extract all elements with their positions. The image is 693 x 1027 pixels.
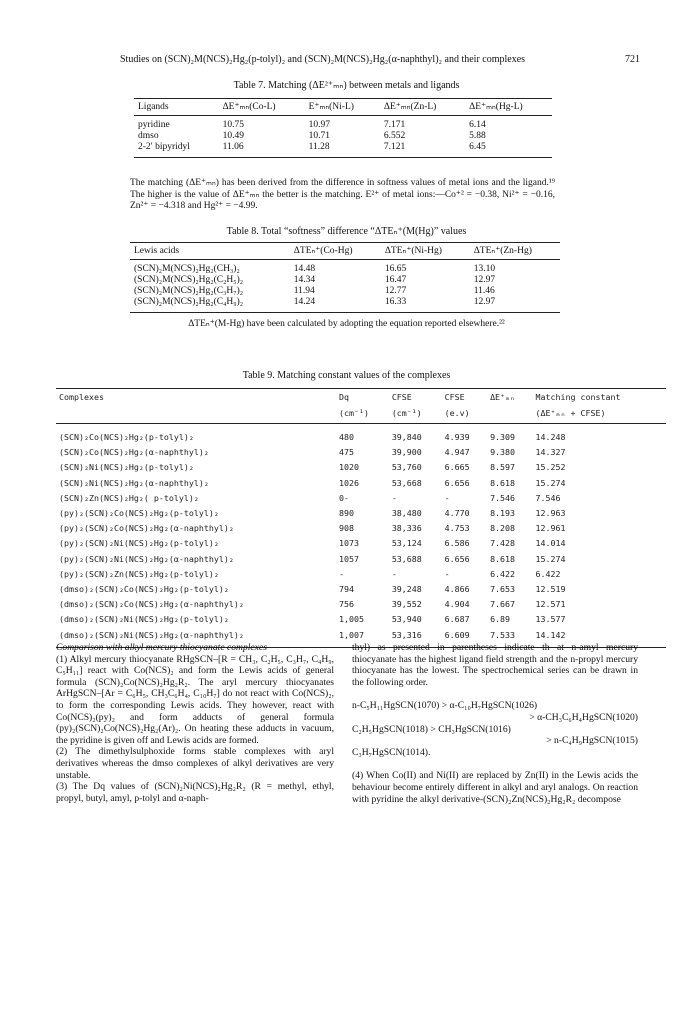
complex-name: (SCN)₂Co(NCS)₂Hg₂(α-naphthyl)₂ [59, 447, 209, 458]
column-subheader [487, 405, 532, 424]
column-subheader: (cm⁻¹) [336, 405, 389, 424]
table-cell: 16.47 [384, 275, 407, 285]
column-header: Lewis acids [130, 243, 290, 260]
table-row [130, 297, 560, 313]
table-cell: 12.77 [384, 286, 407, 296]
table-cell: 890 [339, 508, 355, 519]
table-cell: 53,760 [391, 462, 422, 473]
complex-name: (dmso)₂(SCN)₂Ni(NCS)₂Hg₂(p-tolyl)₂ [59, 614, 229, 625]
table-cell: 7.121 [380, 142, 465, 158]
table-cell: 7.667 [490, 599, 516, 610]
table-cell: 11.94 [293, 286, 315, 296]
column-header: ΔE⁺ₘₙ(Zn-L) [380, 99, 465, 116]
table-cell: 4.866 [444, 584, 470, 595]
table-cell: 38,480 [391, 508, 422, 519]
table-cell: 39,248 [391, 584, 422, 595]
table-cell: 4.939 [444, 432, 470, 442]
table-cell: 1073 [339, 538, 359, 549]
table-row [130, 260, 560, 276]
table8-caption: Table 8. Total “softness” difference “ΔTEₙ⁺(M(Hg)” values [226, 226, 467, 237]
series-line: > n-C₄H₉HgSCN(1015) [546, 735, 638, 747]
table-row [56, 536, 666, 551]
table-cell: 8.618 [490, 477, 516, 488]
table-cell: 9.380 [490, 447, 516, 458]
table-cell: 1026 [339, 477, 359, 488]
table-cell: 10.49 [222, 131, 244, 141]
table7 [134, 98, 552, 158]
column-subheader: (e.v) [442, 405, 487, 424]
table-row [56, 460, 666, 475]
table-cell: 6.656 [444, 477, 470, 488]
complex-name: (py)₂(SCN)₂Ni(NCS)₂Hg₂(α-naphthyl)₂ [59, 553, 234, 564]
table-cell: 11.06 [219, 142, 305, 158]
complex-name: (dmso)₂(SCN)₂Ni(NCS)₂Hg₂(α-naphthyl)₂ [56, 628, 336, 648]
table-cell: 53,124 [391, 538, 422, 549]
table-cell: (SCN)₂M(NCS)₂Hg₂(C₃H₇)₂ [134, 286, 244, 296]
series-line: C₃H₇HgSCN(1014). [352, 746, 431, 758]
complex-name: (py)₂(SCN)₂Ni(NCS)₂Hg₂(p-tolyl)₂ [59, 538, 219, 549]
table-cell: 11.28 [305, 142, 380, 158]
table-cell: 6.586 [444, 538, 470, 549]
table-cell: 13.10 [473, 264, 496, 274]
table-cell: 15.274 [535, 553, 566, 564]
table-cell: 53,668 [391, 477, 422, 488]
table-cell: (SCN)₂M(NCS)₂Hg₂(C₂H₅)₂ [134, 275, 244, 285]
table-cell: - [339, 568, 345, 579]
table-cell: 39,900 [391, 447, 422, 458]
table-cell: 10.97 [308, 120, 330, 130]
column-header: ΔTEₙ⁺(Ni-Hg) [381, 243, 470, 260]
table-row [134, 142, 552, 158]
table-cell: 908 [339, 523, 355, 534]
section-heading: Comparison with alkyl mercury thiocyanate complexes [56, 642, 267, 653]
table-header-row [130, 243, 560, 260]
table-row [134, 116, 552, 132]
table-cell: 15.274 [535, 477, 566, 488]
table-cell: dmso [138, 131, 159, 141]
table-row [56, 552, 666, 567]
column-header: Matching constant [533, 389, 666, 406]
table-cell: 6.45 [465, 142, 552, 158]
table-row [56, 445, 666, 460]
table-cell: - [391, 568, 397, 579]
table-cell: 5.88 [469, 131, 486, 141]
complex-name: (SCN)₂Zn(NCS)₂Hg₂( p-tolyl)₂ [59, 492, 199, 503]
table-row [56, 582, 666, 597]
table-cell: 6.89 [490, 614, 511, 625]
table-header-row [134, 99, 552, 116]
table-row [56, 597, 666, 612]
table-cell: 14.48 [293, 264, 316, 274]
table8-note: ΔTEₙ⁺(M-Hg) have been calculated by adopting the equation reported elsewhere.²² [188, 319, 505, 329]
table-cell: 8.618 [490, 553, 516, 564]
table-row [56, 521, 666, 536]
table-row [56, 567, 666, 582]
table-cell: 6.656 [444, 553, 470, 564]
table-cell: 7.546 [490, 492, 516, 503]
paragraph: (1) Alkyl mercury thiocyanate RHgSCN–[R = CH₃, C₂H₅, C₃H₇, C₄H₉, C₅H₁₁] react with Co(NCS)₂ and form the Lewis acids of general formula (SCN)₂Co(NCS)₂Hg₂R₂. The aryl mercury thiocyanates ArHgSCN–[Ar = C₆H₅, CH₃C₆H₄, C₁₀H₇] do not react with Co(NCS)₂, to form the corresponding Lewis acids. They however, react with Co(NCS)₂(py)₂ and form adducts of general formula (py)₂(SCN)₂Co(NCS)₂Hg₂(Ar)₂. On heating these adducts in vacuum, the pyridine is given off and Lewis acids are formed. [56, 653, 334, 746]
table-cell: 6.422 [535, 568, 561, 579]
table-cell: 8.208 [490, 523, 516, 534]
table-row [56, 424, 666, 446]
column-header: Dq [336, 389, 389, 406]
table-cell: 12.97 [473, 275, 496, 285]
table-cell: 6.14 [469, 120, 486, 130]
table-cell: 6.552 [383, 131, 406, 141]
column-header: CFSE [442, 389, 487, 406]
table-row [56, 612, 666, 627]
table-cell: 8.193 [490, 508, 516, 519]
table-cell: 16.65 [384, 264, 407, 274]
table7-note: The matching (ΔE⁺ₘₙ) has been derived from the difference in softness values of metal ions and the ligand.¹⁹ The higher is the value of ΔE⁺ₘₙ the better is the matching. E²⁺ of metal ions:—Co⁺² = −0.38, Ni²⁺ = −0.16, Zn²⁺ = −4.318 and Hg²⁺ = −4.99. [130, 178, 555, 211]
table-cell: 11.46 [473, 286, 495, 296]
paragraph: (4) When Co(II) and Ni(II) are replaced by Zn(II) in the Lewis acids the behaviour become entirely different in alkyl and aryl analogs. On reaction with pyridine the alkyl derivative-(SCN)₂Zn(NCS)₂Hg₂R₂ decompose [352, 770, 638, 805]
table-cell: 1020 [339, 462, 359, 473]
table-cell: - [444, 492, 450, 503]
table-cell: 15.252 [535, 462, 566, 473]
table-cell: 1,007 [336, 628, 389, 648]
table-row [130, 286, 560, 297]
paragraph: (2) The dimethylsulphoxide forms stable complexes with aryl derivatives whereas the dmso complexes of alkyl derivatives are very unstable. [56, 746, 334, 781]
table-cell: 16.33 [381, 297, 470, 313]
complex-name: (SCN)₂Ni(NCS)₂Hg₂(α-naphthyl)₂ [59, 477, 209, 488]
table-cell: 7.171 [383, 120, 406, 130]
table-cell: 6.665 [444, 462, 470, 473]
table-cell: 10.71 [308, 131, 330, 141]
column-subheader: (ΔE⁺ₘₙ + CFSE) [533, 405, 666, 424]
table-cell: 2-2′ bipyridyl [134, 142, 219, 158]
complex-name: (py)₂(SCN)₂Co(NCS)₂Hg₂(p-tolyl)₂ [59, 508, 219, 519]
table-row [56, 476, 666, 491]
paragraph: (3) The Dq values of (SCN)₂Ni(NCS)₂Hg₂R₂ (R = methyl, ethyl, propyl, butyl, amyl, p-tolyl and α-naph- [56, 781, 334, 804]
table-cell: 53,316 [389, 628, 442, 648]
table8 [130, 242, 560, 313]
table-cell: 6.422 [490, 568, 516, 579]
table-cell: 39,552 [391, 599, 422, 610]
table-cell: 1057 [339, 553, 359, 564]
column-subheader [56, 405, 336, 424]
table-cell: 12.961 [535, 523, 566, 534]
table-cell: - [391, 492, 397, 503]
column-header: CFSE [389, 389, 442, 406]
table-cell: 12.571 [535, 599, 566, 610]
column-header: Complexes [56, 389, 336, 406]
table-cell: 6.609 [442, 628, 487, 648]
table-cell: 14.24 [290, 297, 381, 313]
table-cell: 53,688 [391, 553, 422, 564]
series-line: n-C₅H₁₁HgSCN(1070) > α-C₁₀H₇HgSCN(1026) [352, 700, 538, 712]
table-cell: 4.770 [444, 508, 470, 519]
table-cell: 4.947 [444, 447, 470, 458]
table-cell: 38,336 [391, 523, 422, 534]
table9 [56, 388, 666, 648]
table-row [134, 131, 552, 142]
series-line: C₂H₅HgSCN(1018) > CH₃HgSCN(1016) [352, 723, 511, 735]
table-cell: 1,005 [339, 614, 364, 625]
paragraph: thyl) as presented in parentheses indicate th at n-amyl mercury thiocyanate has the highest ligand field strength and the n-propyl mercury thiocyanate has the lowest. The spectrochemical series can be drawn in the following order. [352, 642, 638, 688]
column-subheader: (cm⁻¹) [389, 405, 442, 424]
complex-name: (py)₂(SCN)₂Zn(NCS)₂Hg₂(p-tolyl)₂ [59, 568, 219, 579]
running-header [120, 54, 650, 65]
table-cell: 0- [339, 492, 350, 503]
table-row [56, 506, 666, 521]
running-title: Studies on (SCN)₂M(NCS)₂Hg₂(p-tolyl)₂ and (SCN)₂M(NCS)₂Hg₂(α-naphthyl)₂ and their complexes [120, 54, 526, 65]
table7-caption: Table 7. Matching (ΔE²⁺ₘₙ) between metals and ligands [233, 80, 460, 91]
table-cell: 4.904 [444, 599, 470, 610]
series-line: > α-CH₃C₆H₄HgSCN(1020) [529, 711, 638, 723]
column-header: ΔTEₙ⁺(Co-Hg) [290, 243, 381, 260]
table-cell: 53,940 [391, 614, 422, 625]
complex-name: (SCN)₂Ni(NCS)₂Hg₂(p-tolyl)₂ [59, 462, 194, 473]
column-header: ΔE⁺ₘₙ(Co-L) [219, 99, 305, 116]
column-header: ΔE⁺ₘₙ [487, 389, 532, 406]
table-row [130, 275, 560, 286]
body-column-right [352, 642, 638, 805]
complex-name: (SCN)₂Co(NCS)₂Hg₂(p-tolyl)₂ [59, 432, 194, 442]
table-cell: 39,840 [391, 432, 422, 442]
complex-name: (py)₂(SCN)₂Co(NCS)₂Hg₂(α-naphthyl)₂ [59, 523, 234, 534]
table-header-row [56, 389, 666, 406]
table-row [56, 491, 666, 506]
body-column-left [56, 642, 334, 804]
complex-name: (dmso)₂(SCN)₂Co(NCS)₂Hg₂(p-tolyl)₂ [59, 584, 229, 595]
table-cell: - [444, 568, 450, 579]
table-cell: 12.97 [470, 297, 560, 313]
table-cell: 756 [339, 599, 355, 610]
table-cell: 6.687 [444, 614, 470, 625]
table-cell: (SCN)₂M(NCS)₂Hg₂(CH₃)₂ [134, 264, 240, 274]
table-cell: 7.653 [490, 584, 516, 595]
table-cell: 794 [339, 584, 355, 595]
column-header: E⁺ₘₙ(Ni-L) [305, 99, 380, 116]
table-cell: 8.597 [490, 462, 516, 473]
table-cell: 14.248 [535, 432, 566, 442]
table9-caption: Table 9. Matching constant values of the complexes [242, 370, 451, 381]
table-cell: 7.546 [535, 492, 561, 503]
table-cell: 14.142 [533, 628, 666, 648]
table-cell: 7.533 [487, 628, 532, 648]
complex-name: (dmso)₂(SCN)₂Co(NCS)₂Hg₂(α-naphthyl)₂ [59, 599, 244, 610]
table-cell: 12.963 [535, 508, 566, 519]
table-cell: 12.519 [535, 584, 566, 595]
table-cell: 10.75 [222, 120, 244, 130]
table-cell: 480 [339, 432, 355, 442]
table-cell: 9.309 [490, 432, 516, 442]
table-subheader-row [56, 405, 666, 424]
page-number: 721 [625, 54, 640, 65]
table-cell: 14.34 [293, 275, 316, 285]
table-cell: 4.753 [444, 523, 470, 534]
column-header: ΔTEₙ⁺(Zn-Hg) [470, 243, 560, 260]
table-cell: 14.014 [535, 538, 566, 549]
column-header: Ligands [134, 99, 219, 116]
table-cell: pyridine [138, 120, 170, 130]
table-cell: 14.327 [535, 447, 566, 458]
table-cell: (SCN)₂M(NCS)₂Hg₂(C₄H₉)₂ [130, 297, 290, 313]
table-cell: 7.428 [490, 538, 516, 549]
table-cell: 475 [339, 447, 355, 458]
column-header: ΔE⁺ₘₙ(Hg-L) [465, 99, 552, 116]
table-cell: 13.577 [535, 614, 566, 625]
